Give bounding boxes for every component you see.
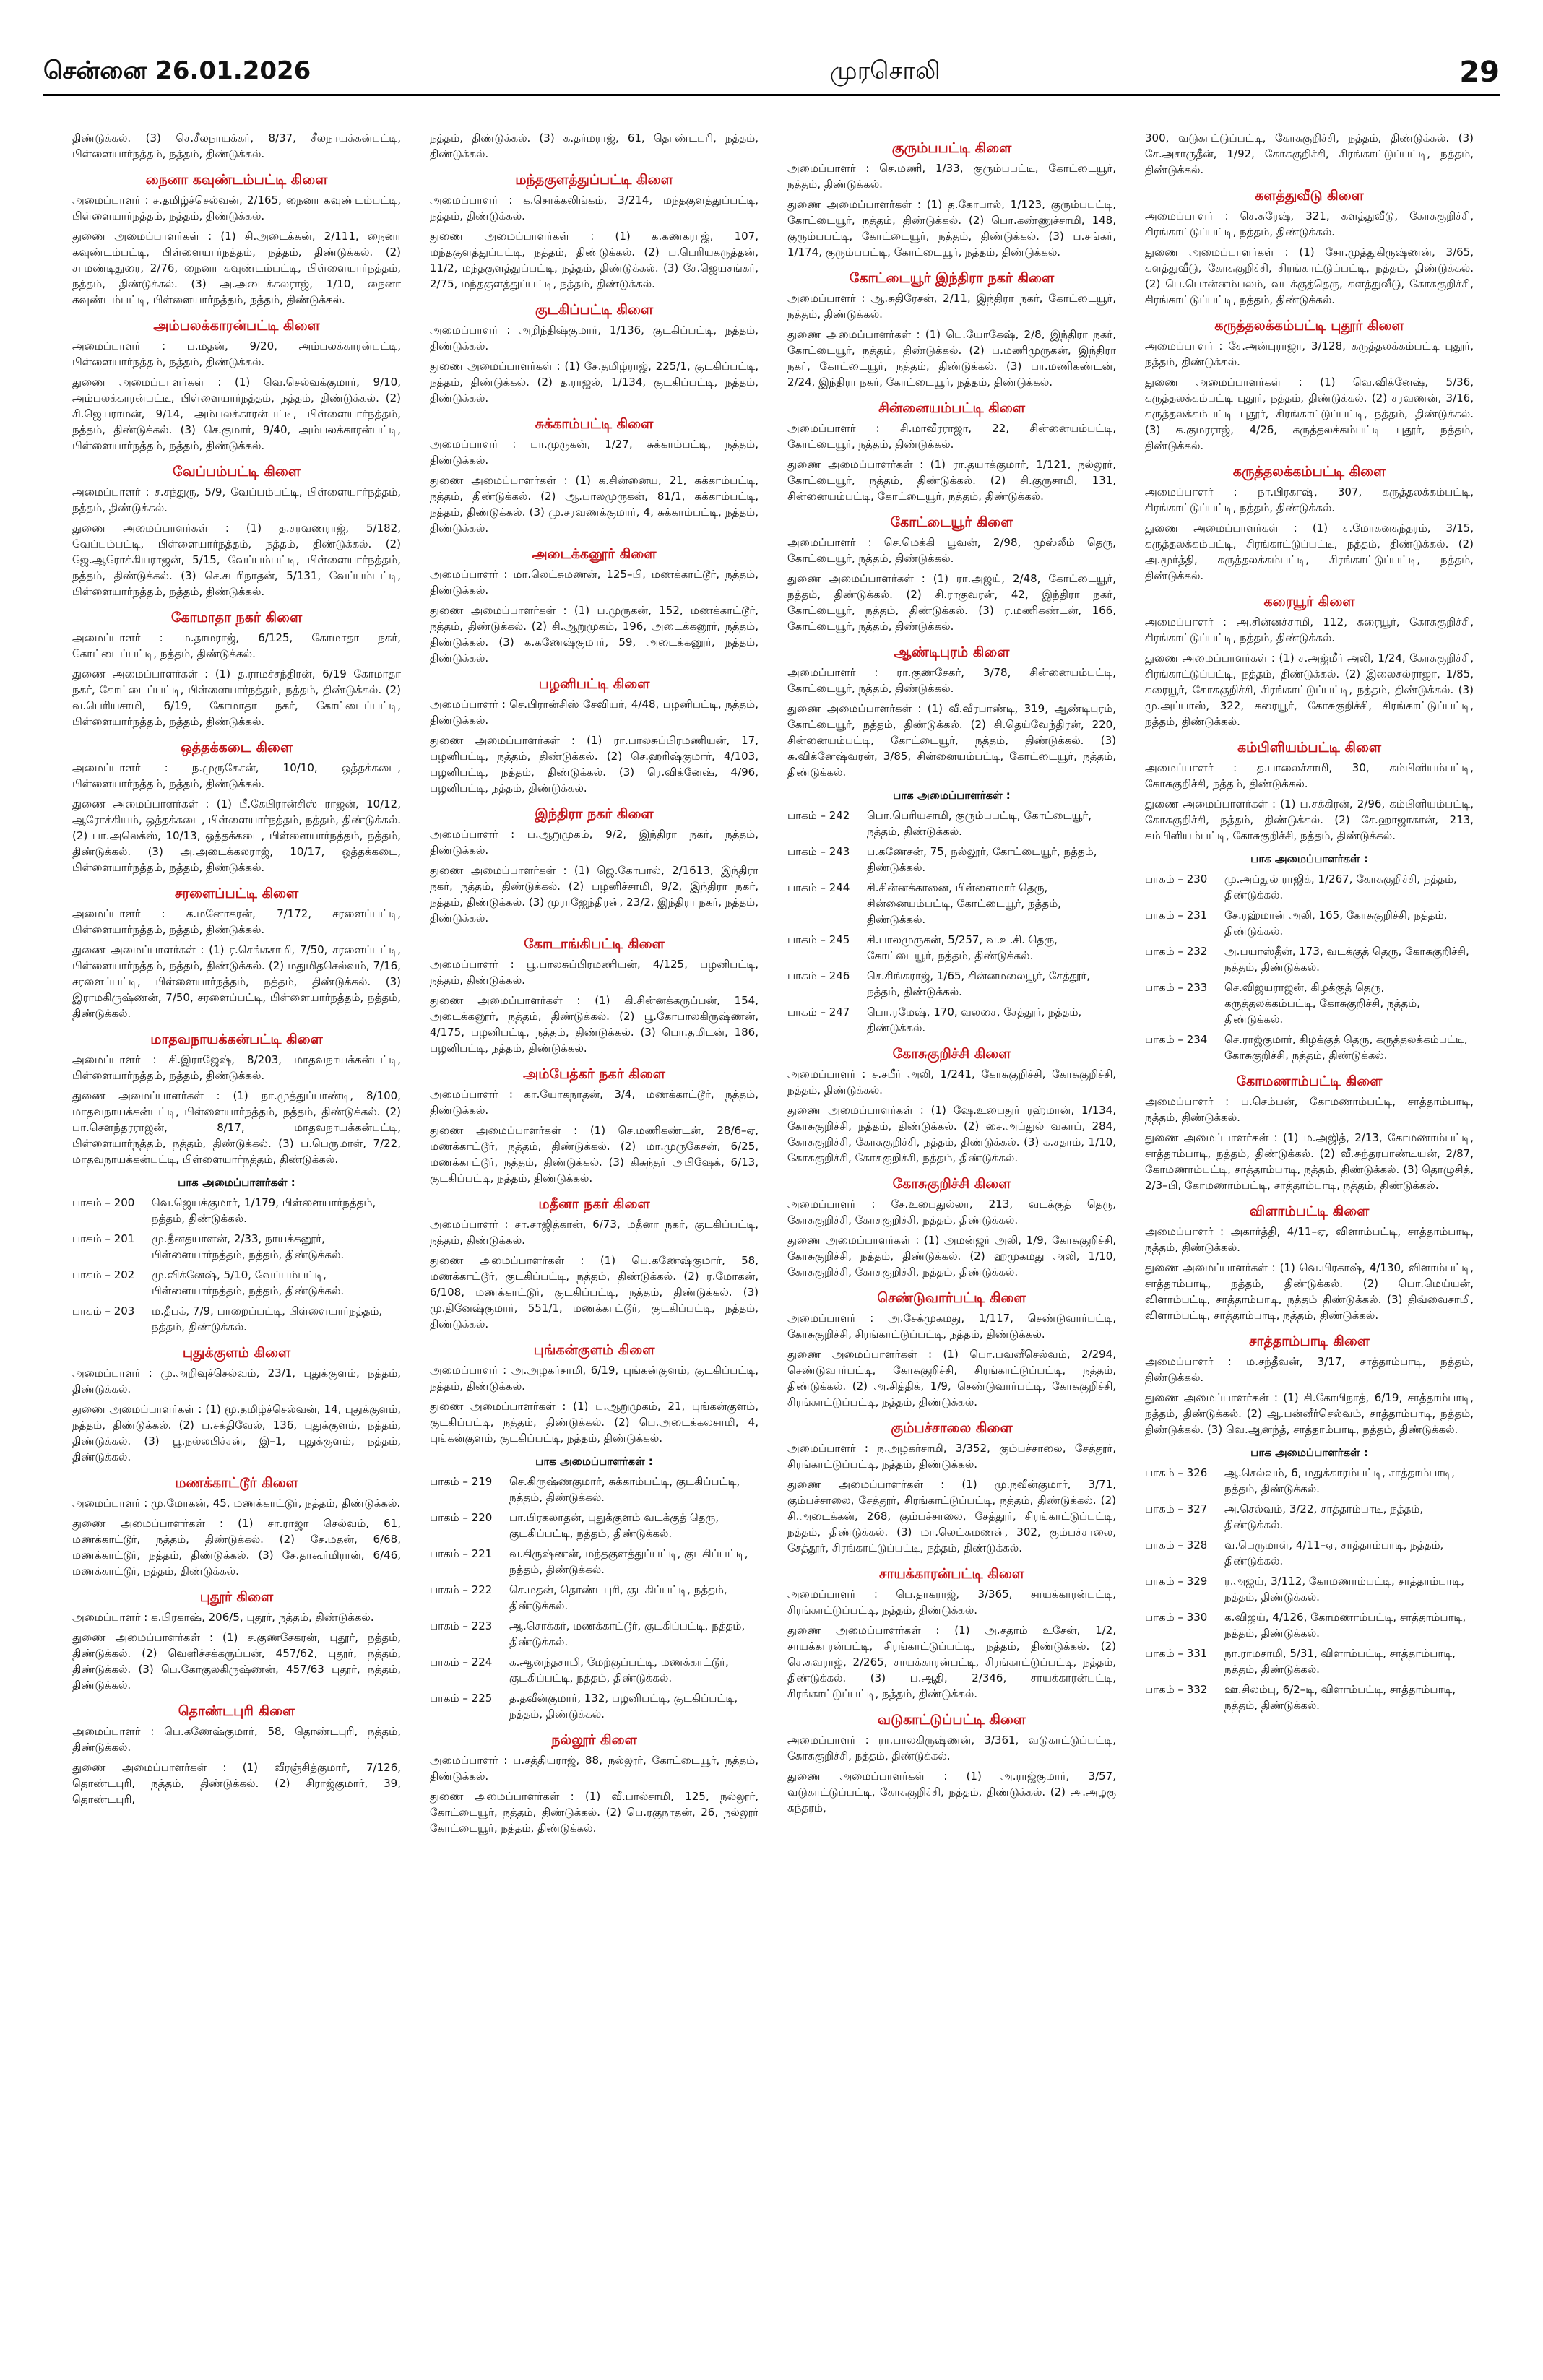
branch-section — [1145, 851, 1474, 1063]
ward-organizer: செ.விஜயராஜன், கிழக்குத் தெரு, கருத்தலக்கம்பட்டி, கோசுகுறிச்சி, நத்தம், திண்டுக்கல். — [1224, 981, 1420, 1026]
branch-heading: கோமணாம்பட்டி கிளை — [1236, 1073, 1383, 1089]
ward-row — [1145, 1609, 1474, 1641]
ward-number: பாகம் – 231 — [1145, 909, 1208, 922]
ward-number: பாகம் – 247 — [787, 1005, 850, 1018]
branch-heading: ஆண்டிபுரம் கிளை — [894, 644, 1010, 660]
ward-organizer: ஆ.சொக்கர், மணக்காட்டூர், குடகிப்பட்டி, நத்தம், திண்டுக்கல். — [509, 1619, 745, 1648]
branch-section — [72, 1703, 401, 1807]
ward-row — [430, 1654, 758, 1686]
ward-row — [1145, 943, 1474, 975]
member-paragraph: துணை அமைப்பாளர்கள் : (1) வெ.செல்வக்குமார், 9/10, அம்பலக்காரன்பட்டி, பிள்ளையார்நத்தம், நத்தம், திண்டுக்கல். (2) சி.ஜெயராமன், 9/14, அம்பலக்காரன்பட்டி, பிள்ளையார்நத்தம், நத்தம், திண்டுக்கல். (3) செ.குமார், 9/40, அம்பலக்காரன்பட்டி, பிள்ளையார்நத்தம், நத்தம், திண்டுக்கல். — [72, 376, 401, 452]
branch-heading: களத்துவீடு கிளை — [1255, 188, 1364, 204]
ward-organizer: ர.அஜய், 3/112, கோமணாம்பட்டி, சாத்தாம்பாடி, நத்தம், திண்டுக்கல். — [1224, 1575, 1464, 1604]
branch-heading: வேப்பம்பட்டி கிளை — [173, 464, 301, 480]
ward-row — [1145, 1537, 1474, 1569]
ward-number: பாகம் – 200 — [72, 1196, 135, 1209]
member-paragraph: அமைப்பாளர் : மு.அறிவுச்செல்வம், 23/1, புதுக்குளம், நத்தம், திண்டுக்கல். — [72, 1367, 401, 1395]
member-paragraph: துணை அமைப்பாளர்கள் : (1) ப.ஆறுமுகம், 21, புங்கன்குளம், குடகிப்பட்டி, நத்தம், திண்டுக்கல். (2) பெ.அடைக்கலசாமி, 4, புங்கன்குளம், குடகிப்பட்டி, நத்தம், திண்டுக்கல். — [430, 1400, 758, 1445]
member-paragraph: துணை அமைப்பாளர்கள் : (1) சே.தமிழ்ராஜ், 225/1, குடகிப்பட்டி, நத்தம், திண்டுக்கல். (2) த.ராஜல், 1/134, குடகிப்பட்டி, நத்தம், திண்டுக்கல். — [430, 360, 758, 404]
member-paragraph: துணை அமைப்பாளர்கள் : (1) ச.மோகனசுந்தரம், 3/15, கருத்தலக்கம்பட்டி, சிரங்காட்டுப்பட்டி, நத்தம், திண்டுக்கல். (2) அ.மூர்த்தி, கருத்தலக்கம்பட்டி, சிரங்காட்டுப்பட்டி, நத்தம், திண்டுக்கல். — [1145, 522, 1474, 582]
ward-organizer: ஆ.செல்வம், 6, மதுக்காரம்பட்டி, சாத்தாம்பாடி, நத்தம், திண்டுக்கல். — [1224, 1466, 1456, 1495]
ward-organizer: பா.பிரகலாதன், புதுக்குளம் வடக்குத் தெரு, குடகிப்பட்டி, நத்தம், திண்டுக்கல். — [509, 1511, 719, 1540]
ward-organizer: மு.அப்துல் ராஜிக், 1/267, கோசுகுறிச்சி, நத்தம், திண்டுக்கல். — [1224, 873, 1457, 901]
member-paragraph: அமைப்பாளர் : ரா.குணசேகர், 3/78, சின்னையம்பட்டி, கோட்டையூர், நத்தம், திண்டுக்கல். — [787, 666, 1116, 695]
branch-section — [787, 1290, 1116, 1410]
branch-section — [430, 676, 758, 796]
column-1 — [72, 130, 401, 2355]
branch-heading: தொண்டபுரி கிளை — [178, 1703, 295, 1719]
ward-organizer: சி.பாலமுருகன், 5/257, வ.உ.சி. தெரு, கோட்டையூர், நத்தம், திண்டுக்கல். — [867, 933, 1058, 962]
branch-heading: அம்பேத்கர் நகர் கிளை — [523, 1066, 665, 1082]
branch-section — [72, 318, 401, 454]
branch-section — [72, 1589, 401, 1693]
ward-row — [1145, 979, 1474, 1027]
ward-number: பாகம் – 245 — [787, 933, 850, 946]
member-paragraph: அமைப்பாளர் : ச.சபீர் அலி, 1/241, கோசுகுறிச்சி, கோசுகுறிச்சி, நத்தம், திண்டுக்கல். — [787, 1068, 1116, 1096]
branch-section — [430, 1453, 758, 1722]
member-paragraph: துணை அமைப்பாளர்கள் : (1) சோ.முத்துகிருஷ்ணன், 3/65, களத்துவீடு, கோசுகுறிச்சி, சிரங்காட்டுப்பட்டி, நத்தம், திண்டுக்கல். (2) பெ.பொன்னம்பலம், வடக்குத்தெரு, களத்துவீடு, கோசுகுறிச்சி, சிரங்காட்டுப்பட்டி, நத்தம், திண்டுக்கல். — [1145, 246, 1474, 306]
ward-number: பாகம் – 242 — [787, 809, 850, 822]
ward-organizers-heading: பாக அமைப்பாளர்கள் : — [535, 1455, 653, 1468]
ward-number: பாகம் – 224 — [430, 1656, 493, 1669]
ward-number: பாகம் – 243 — [787, 845, 850, 858]
ward-organizer: செ.கிருஷ்ணகுமார், சுக்காம்பட்டி, குடகிப்பட்டி, நத்தம், திண்டுக்கல். — [509, 1475, 740, 1504]
ward-number: பாகம் – 219 — [430, 1475, 493, 1488]
ward-organizers-heading: பாக அமைப்பாளர்கள் : — [1250, 852, 1368, 865]
member-paragraph: துணை அமைப்பாளர்கள் : (1) பொ.பவனீசெல்வம், 2/294, செண்டுவார்பட்டி, கோசுகுறிச்சி, சிரங்காட்டுப்பட்டி, நத்தம், திண்டுக்கல். (2) அ.சித்திக், 1/9, செண்டுவார்பட்டி, கோசுகுறிச்சி, சிரங்காட்டுப்பட்டி, நத்தம், திண்டுக்கல். — [787, 1348, 1116, 1408]
branch-section — [1145, 464, 1474, 584]
branch-section — [787, 1712, 1116, 1816]
ward-organizer: செ.மதன், தொண்டபுரி, குடகிப்பட்டி, நத்தம், திண்டுக்கல். — [509, 1583, 727, 1612]
ward-row — [430, 1582, 758, 1614]
member-paragraph: அமைப்பாளர் : அறிந்திஷ்குமார், 1/136, குடகிப்பட்டி, நத்தம், திண்டுக்கல். — [430, 324, 758, 352]
ward-row — [787, 968, 1116, 1000]
member-paragraph: அமைப்பாளர் : அ.அழகர்சாமி, 6/19, புங்கன்குளம், குடகிப்பட்டி, நத்தம், திண்டுக்கல். — [430, 1364, 758, 1393]
member-paragraph: அமைப்பாளர் : அ.சின்னச்சாமி, 112, கரையூர், கோசுகுறிச்சி, சிரங்காட்டுப்பட்டி, நத்தம், திண்டுக்கல். — [1145, 615, 1474, 644]
branch-section — [72, 172, 401, 308]
branch-heading: சுக்காம்பட்டி கிளை — [535, 416, 654, 432]
branch-section — [787, 1420, 1116, 1556]
branch-section — [787, 1046, 1116, 1166]
column-4 — [1145, 130, 1474, 2355]
member-paragraph: துணை அமைப்பாளர்கள் : (1) த.சரவணராஜ், 5/182, வேப்பம்பட்டி, பிள்ளையார்நத்தம், நத்தம், திண்டுக்கல். (2) ஜே.ஆரோக்கியராஜன், 5/15, வேப்பம்பட்டி, பிள்ளையார்நத்தம், நத்தம், திண்டுக்கல். (3) செ.சபரிநாதன், 5/131, வேப்பம்பட்டி, பிள்ளையார்நத்தம், நத்தம், திண்டுக்கல். — [72, 522, 401, 598]
branch-heading: செண்டுவார்பட்டி கிளை — [877, 1290, 1026, 1306]
branch-section — [1145, 1445, 1474, 1713]
ward-row — [430, 1546, 758, 1578]
branch-heading: குடகிப்பட்டி கிளை — [535, 302, 654, 318]
ward-row — [1145, 1573, 1474, 1605]
branch-heading: கும்பச்சாலை கிளை — [891, 1420, 1013, 1436]
branch-heading: புங்கன்குளம் கிளை — [533, 1342, 655, 1358]
member-paragraph: அமைப்பாளர் : செ.பிரான்சிஸ் சேவியர், 4/48, பழனிபட்டி, நத்தம், திண்டுக்கல். — [430, 698, 758, 727]
member-paragraph: துணை அமைப்பாளர்கள் : (1) அமன்ஜர் அலி, 1/9, கோசுகுறிச்சி, கோசுகுறிச்சி, நத்தம், திண்டுக்கல். (2) ஹமுகமது அலி, 1/10, கோசுகுறிச்சி, கோசுகுறிச்சி, நத்தம், திண்டுக்கல். — [787, 1234, 1116, 1278]
member-paragraph: திண்டுக்கல். (3) செ.சீலநாயக்கர், 8/37, சீலநாயக்கன்பட்டி, பிள்ளையார்நத்தம், நத்தம், திண்டுக்கல். — [72, 131, 401, 160]
member-paragraph: அமைப்பாளர் : சி.மாவீரராஜா, 22, சின்னையம்பட்டி, கோட்டையூர், நத்தம், திண்டுக்கல். — [787, 422, 1116, 451]
ward-row — [1145, 1465, 1474, 1497]
member-paragraph: அமைப்பாளர் : ம.தாமராஜ், 6/125, கோமாதா நகர், கோட்டைப்பட்டி, நத்தம், திண்டுக்கல். — [72, 631, 401, 660]
ward-organizers-heading: பாக அமைப்பாளர்கள் : — [893, 789, 1011, 802]
member-paragraph: அமைப்பாளர் : அ.சேக்முகமது, 1/117, செண்டுவார்பட்டி, கோசுகுறிச்சி, சிரங்காட்டுப்பட்டி, நத்தம், திண்டுக்கல். — [787, 1312, 1116, 1341]
member-paragraph: அமைப்பாளர் : த.பாலைச்சாமி, 30, கம்பிளியம்பட்டி, கோசுகுறிச்சி, நத்தம், திண்டுக்கல். — [1145, 761, 1474, 790]
branch-heading: விளாம்பட்டி கிளை — [1249, 1203, 1370, 1219]
member-paragraph: அமைப்பாளர் : பெ.தாகராஜ், 3/365, சாயக்காரன்பட்டி, சிரங்காட்டுப்பட்டி, நத்தம், திண்டுக்கல். — [787, 1588, 1116, 1617]
branch-heading: மாதவநாயக்கன்பட்டி கிளை — [150, 1031, 323, 1047]
member-paragraph: துணை அமைப்பாளர்கள் : (1) வீ.பால்சாமி, 125, நல்லூர், கோட்டையூர், நத்தம், திண்டுக்கல். (2) பெ.ரகுநாதன், 26, நல்லூர் கோட்டையூர், நத்தம், திண்டுக்கல். — [430, 1790, 758, 1835]
branch-heading: சாத்தாம்பாடி கிளை — [1249, 1333, 1370, 1349]
page-number: 29 — [1459, 56, 1500, 89]
branch-section — [430, 1066, 758, 1186]
ward-number: பாகம் – 326 — [1145, 1466, 1208, 1479]
branch-section — [1145, 188, 1474, 308]
ward-row — [430, 1474, 758, 1505]
branch-section — [787, 140, 1116, 260]
ward-number: பாகம் – 223 — [430, 1619, 493, 1632]
ward-row — [787, 932, 1116, 964]
member-paragraph: துணை அமைப்பாளர்கள் : (1) ஜெ.கோபால், 2/1613, இந்திரா நகர், நத்தம், திண்டுக்கல். (2) பழனிச்சாமி, 9/2, இந்திரா நகர், நத்தம், திண்டுக்கல். (3) முராஜேந்திரன், 23/2, இந்திரா நகர், நத்தம், திண்டுக்கல். — [430, 864, 758, 925]
member-paragraph: துணை அமைப்பாளர்கள் : (1) சி.கோபிநாத், 6/19, சாத்தாம்பாடி, நத்தம், திண்டுக்கல். (2) ஆ.பன்னீர்செல்வம், சாத்தாம்பாடி, நத்தம், திண்டுக்கல். (3) வெ.ஆனந்த், சாத்தாம்பாடி, நத்தம், திண்டுக்கல். — [1145, 1391, 1474, 1436]
branch-heading: மதீனா நகர் கிளை — [538, 1196, 650, 1212]
member-paragraph: அமைப்பாளர் : செ.சுரேஷ், 321, களத்துவீடு, கோசுகுறிச்சி, சிரங்காட்டுப்பட்டி, நத்தம், திண்டுக்கல். — [1145, 209, 1474, 238]
member-paragraph: அமைப்பாளர் : பெ.கணேஷ்குமார், 58, தொண்டபுரி, நத்தம், திண்டுக்கல். — [72, 1725, 401, 1754]
ward-organizer: த.தவீன்குமார், 132, பழனிபட்டி, குடகிப்பட்டி, நத்தம், திண்டுக்கல். — [509, 1692, 738, 1721]
ward-organizer: மு.தீனதயாளன், 2/33, நாயக்கனூர், பிள்ளையார்நத்தம், நத்தம், திண்டுக்கல். — [152, 1232, 345, 1261]
member-paragraph: அமைப்பாளர் : ச.சந்துரு, 5/9, வேப்பம்பட்டி, பிள்ளையார்நத்தம், நத்தம், திண்டுக்கல். — [72, 485, 401, 514]
member-paragraph: துணை அமைப்பாளர்கள் : (1) பெ.கணேஷ்குமார், 58, மணக்காட்டூர், குடகிப்பட்டி, நத்தம், திண்டுக்கல். (2) ர.மோகன், 6/108, மணக்காட்டூர், குடகிப்பட்டி, நத்தம், திண்டுக்கல். (3) மு.தினேஷ்குமார், 551/1, மணக்காட்டூர், குடகிப்பட்டி, நத்தம், திண்டுக்கல். — [430, 1254, 758, 1330]
ward-row — [430, 1510, 758, 1541]
member-paragraph: துணை அமைப்பாளர்கள் : (1) ரா.பாலசுப்பிரமணியன், 17, பழனிபட்டி, நத்தம், திண்டுக்கல். (2) செ.ஹரிஷ்குமார், 4/103, பழனிபட்டி, நத்தம், திண்டுக்கல். (3) ரெ.விக்னேஷ், 4/96, பழனிபட்டி, நத்தம், திண்டுக்கல். — [430, 734, 758, 795]
ward-organizer: ம.தீபக், 7/9, பாறைப்பட்டி, பிள்ளையார்நத்தம், நத்தம், திண்டுக்கல். — [152, 1304, 383, 1333]
column-2 — [430, 130, 758, 2355]
member-paragraph: அமைப்பாளர் : ந.அழகர்சாமி, 3/352, கும்பச்சாலை, சேத்தூர், சிரங்காட்டுப்பட்டி, நத்தம், திண்டுக்கல். — [787, 1442, 1116, 1471]
ward-number: பாகம் – 332 — [1145, 1683, 1208, 1696]
member-paragraph: 300, வடுகாட்டுப்பட்டி, கோசுகுறிச்சி, நத்தம், திண்டுக்கல். (3) சே.அசாருதீன், 1/92, கோசுகுறிச்சி, சிரங்காட்டுப்பட்டி, நத்தம், திண்டுக்கல். — [1145, 131, 1474, 176]
ward-organizer: வ.கிருஷ்ணன், மந்தகுளத்துப்பட்டி, குடகிப்பட்டி, நத்தம், திண்டுக்கல். — [509, 1547, 748, 1576]
branch-heading: சின்னையம்பட்டி கிளை — [878, 400, 1025, 416]
branch-heading: இந்திரா நகர் கிளை — [535, 806, 654, 822]
branch-heading: மணக்காட்டூர் கிளை — [175, 1475, 298, 1491]
article-columns — [72, 130, 1474, 2355]
ward-number: பாகம் – 220 — [430, 1511, 493, 1524]
branch-section — [72, 1031, 401, 1167]
branch-heading: நைனா கவுண்டம்பட்டி கிளை — [145, 172, 328, 188]
member-paragraph: அமைப்பாளர் : கா.யோகநாதன், 3/4, மணக்காட்டூர், நத்தம், திண்டுக்கல். — [430, 1088, 758, 1117]
member-paragraph: அமைப்பாளர் : க.சொக்கலிங்கம், 3/214, மந்தகுளத்துப்பட்டி, நத்தம், திண்டுக்கல். — [430, 194, 758, 222]
member-paragraph: அமைப்பாளர் : ப.மதன், 9/20, அம்பலக்காரன்பட்டி, பிள்ளையார்நத்தம், நத்தம், திண்டுக்கல். — [72, 339, 401, 368]
branch-heading: அம்பலக்காரன்பட்டி கிளை — [153, 318, 320, 334]
member-paragraph: அமைப்பாளர் : நா.பிரகாஷ், 307, கருத்தலக்கம்பட்டி, சிரங்காட்டுப்பட்டி, நத்தம், திண்டுக்கல். — [1145, 485, 1474, 514]
branch-section — [1145, 130, 1474, 178]
branch-section — [430, 1196, 758, 1332]
member-paragraph: துணை அமைப்பாளர்கள் : (1) மு.நவீன்குமார், 3/71, கும்பச்சாலை, சேத்தூர், சிரங்காட்டுப்பட்டி, நத்தம், திண்டுக்கல். (2) சி.அடைக்கன், 268, கும்பச்சாலை, சேத்தூர், சிரங்காட்டுப்பட்டி, நத்தம், திண்டுக்கல். (3) மா.லெட்சுமணன், 302, கும்பச்சாலை, சேத்தூர், சிரங்காட்டுப்பட்டி, நத்தம், திண்டுக்கல். — [787, 1478, 1116, 1554]
ward-organizer: வ.பெருமாள், 4/11–ஏ, சாத்தாம்பாடி, நத்தம், திண்டுக்கல். — [1224, 1539, 1444, 1567]
member-paragraph: அமைப்பாளர் : சி.இராஜேஷ், 8/203, மாதவநாயக்கன்பட்டி, பிள்ளையார்நத்தம், நத்தம், திண்டுக்கல். — [72, 1053, 401, 1082]
ward-number: பாகம் – 331 — [1145, 1647, 1208, 1660]
member-paragraph: அமைப்பாளர் : க.மனோகரன், 7/172, சரளைப்பட்டி, பிள்ளையார்நத்தம், நத்தம், திண்டுக்கல். — [72, 907, 401, 936]
ward-row — [72, 1267, 401, 1299]
member-paragraph: நத்தம், திண்டுக்கல். (3) க.தர்மராஜ், 61, தொண்டபுரி, நத்தம், திண்டுக்கல். — [430, 131, 758, 160]
ward-number: பாகம் – 233 — [1145, 981, 1208, 994]
branch-heading: புதுக்குளம் கிளை — [182, 1345, 291, 1361]
ward-row — [787, 1004, 1116, 1036]
branch-heading: நல்லூர் கிளை — [551, 1732, 637, 1748]
ward-row — [787, 844, 1116, 875]
ward-organizer: அ.செல்வம், 3/22, சாத்தாம்பாடி, நத்தம், திண்டுக்கல். — [1224, 1502, 1424, 1531]
ward-number: பாகம் – 246 — [787, 969, 850, 982]
ward-number: பாகம் – 328 — [1145, 1539, 1208, 1552]
member-paragraph: அமைப்பாளர் : செ.மெக்கி பூவன், 2/98, முஸ்லீம் தெரு, கோட்டையூர், நத்தம், திண்டுக்கல். — [787, 536, 1116, 565]
ward-number: பாகம் – 202 — [72, 1268, 135, 1281]
branch-section — [430, 806, 758, 926]
member-paragraph: துணை அமைப்பாளர்கள் : (1) நா.முத்துப்பாண்டி, 8/100, மாதவநாயக்கன்பட்டி, பிள்ளையார்நத்தம், நத்தம், திண்டுக்கல். (2) பா.செளந்தரராஜன், 8/17, மாதவநாயக்கன்பட்டி, பிள்ளையார்நத்தம், நத்தம், திண்டுக்கல். (3) ப.பெருமாள், 7/22, மாதவநாயக்கன்பட்டி, பிள்ளையார்நத்தம், திண்டுக்கல். — [72, 1089, 401, 1166]
member-paragraph: துணை அமைப்பாளர்கள் : (1) அ.சதாம் உசேன், 1/2, சாயக்காரன்பட்டி, சிரங்காட்டுப்பட்டி, நத்தம், திண்டுக்கல். (2) செ.சுவராஜ், 2/265, சாயக்காரன்பட்டி, சிரங்காட்டுப்பட்டி, நத்தம், திண்டுக்கல். (3) ப.ஆதி, 2/346, சாயக்காரன்பட்டி, சிரங்காட்டுப்பட்டி, நத்தம், திண்டுக்கல். — [787, 1624, 1116, 1700]
branch-heading: சாயக்காரன்பட்டி கிளை — [879, 1566, 1024, 1582]
branch-heading: மந்தகுளத்துப்பட்டி கிளை — [515, 172, 673, 188]
ward-number: பாகம் – 201 — [72, 1232, 135, 1245]
branch-heading: சரளைப்பட்டி கிளை — [174, 886, 299, 901]
member-paragraph: அமைப்பாளர் : ப.செம்பன், கோமணாம்பட்டி, சாத்தாம்பாடி, நத்தம், திண்டுக்கல். — [1145, 1095, 1474, 1124]
member-paragraph: அமைப்பாளர் : பா.முருகன், 1/27, சுக்காம்பட்டி, நத்தம், திண்டுக்கல். — [430, 438, 758, 467]
member-paragraph: அமைப்பாளர் : சா.சாஜித்கான், 6/73, மதீனா நகர், குடகிப்பட்டி, நத்தம், திண்டுக்கல். — [430, 1218, 758, 1247]
ward-organizer: க.விஜய், 4/126, கோமணாம்பட்டி, சாத்தாம்பாடி, நத்தம், திண்டுக்கல். — [1224, 1611, 1466, 1640]
ward-row — [1145, 1501, 1474, 1533]
member-paragraph: துணை அமைப்பாளர்கள் : (1) சா.ராஜா செல்வம், 61, மணக்காட்டூர், நத்தம், திண்டுக்கல். (2) சே.மதன், 6/68, மணக்காட்டூர், நத்தம், திண்டுக்கல். (3) சே.தாகூர்மிரான், 6/46, மணக்காட்டூர், நத்தம், திண்டுக்கல். — [72, 1517, 401, 1578]
branch-heading: கோடாங்கிபட்டி கிளை — [524, 936, 665, 952]
member-paragraph: அமைப்பாளர் : மா.லெட்சுமணன், 125–பி, மணக்காட்டூர், நத்தம், திண்டுக்கல். — [430, 568, 758, 597]
ward-organizer: மு.விக்னேஷ், 5/10, வேப்பம்பட்டி, பிள்ளையார்நத்தம், நத்தம், திண்டுக்கல். — [152, 1268, 345, 1297]
member-paragraph: துணை அமைப்பாளர்கள் : (1) ஷே.உபைதுர் ரஹ்மான், 1/134, கோசுகுறிச்சி, நத்தம், திண்டுக்கல். (2) சை.அப்துல் வகாப், 284, கோசுகுறிச்சி, கோசுகுறிச்சி, நத்தம், திண்டுக்கல். (3) க.சதாம், 1/10, கோசுகுறிச்சி, கோசுகுறிச்சி, நத்தம், திண்டுக்கல். — [787, 1104, 1116, 1164]
branch-section — [430, 302, 758, 406]
branch-section — [1145, 1203, 1474, 1323]
ward-organizer: வெ.ஜெயக்குமார், 1/179, பிள்ளையார்நத்தம், நத்தம், திண்டுக்கல். — [152, 1196, 376, 1225]
member-paragraph: துணை அமைப்பாளர்கள் : (1) ப.சக்கிரன், 2/96, கம்பிளியம்பட்டி, கோசுகுறிச்சி, நத்தம், திண்டுக்கல். (2) சே.ஹாஜாகான், 213, கம்பிளியம்பட்டி, கோசுகுறிச்சி, நத்தம், திண்டுக்கல். — [1145, 797, 1474, 842]
branch-heading: கோமாதா நகர் கிளை — [170, 610, 303, 626]
branch-heading: கோசுகுறிச்சி கிளை — [892, 1176, 1011, 1192]
branch-heading: ஒத்தக்கடை கிளை — [180, 740, 293, 756]
branch-section — [1145, 1333, 1474, 1437]
ward-row — [72, 1231, 401, 1263]
branch-section — [72, 1345, 401, 1465]
ward-organizer: செ.சிங்கராஜ், 1/65, சின்னமலையூர், சேத்தூர், நத்தம், திண்டுக்கல். — [867, 969, 1091, 998]
member-paragraph: அமைப்பாளர் : மு.மோகன், 45, மணக்காட்டூர், நத்தம், திண்டுக்கல். — [72, 1497, 401, 1510]
newspaper-name: முரசொலி — [829, 56, 941, 85]
member-paragraph: அமைப்பாளர் : பூ.பாலசுப்பிரமணியன், 4/125, பழனிபட்டி, நத்தம், திண்டுக்கல். — [430, 958, 758, 987]
member-paragraph: அமைப்பாளர் : செ.மணி, 1/33, குரும்பபட்டி, கோட்டையூர், நத்தம், திண்டுக்கல். — [787, 162, 1116, 191]
branch-heading: வடுகாட்டுப்பட்டி கிளை — [877, 1712, 1026, 1728]
member-paragraph: துணை அமைப்பாளர்கள் : (1) ம.அஜித், 2/13, கோமணாம்பட்டி, சாத்தாம்பாடி, நத்தம், திண்டுக்கல். (2) வீ.சுந்தரபாண்டியன், 2/87, கோமணாம்பட்டி, சாத்தாம்பாடி, நத்தம், திண்டுக்கல். (3) தொழுசித், 2/3–பி, கோமணாம்பட்டி, சாத்தாம்பாடி, நத்தம், திண்டுக்கல். — [1145, 1131, 1474, 1192]
branch-heading: கோட்டையூர் இந்திரா நகர் கிளை — [849, 270, 1055, 286]
member-paragraph: துணை அமைப்பாளர்கள் : (1) வெ.விக்னேஷ், 5/36, கருத்தலக்கம்பட்டி புதூர், நத்தம், திண்டுக்கல். (2) சரவணன், 3/16, கருத்தலக்கம்பட்டி புதூர், சிரங்காட்டுப்பட்டி, நத்தம், திண்டுக்கல். (3) க.குமரராஜ், 4/26, கருத்தலக்கம்பட்டி புதூர், நத்தம், திண்டுக்கல். — [1145, 376, 1474, 452]
ward-organizer: அ.பயாஸ்தீன், 173, வடக்குத் தெரு, கோசுகுறிச்சி, நத்தம், திண்டுக்கல். — [1224, 945, 1469, 974]
member-paragraph: துணை அமைப்பாளர்கள் : (1) ச.அஜ்மீர் அலி, 1/24, கோசுகுறிச்சி, சிரங்காட்டுப்பட்டி, நத்தம், திண்டுக்கல். (2) இலைசல்ராஜா, 1/85, கரையூர், கோசுகுறிச்சி, சிரங்காட்டுப்பட்டி, நத்தம், திண்டுக்கல். (3) மு.அப்பாஸ், 322, கரையூர், கோசுகுறிச்சி, சிரங்காட்டுப்பட்டி, நத்தம், திண்டுக்கல். — [1145, 652, 1474, 728]
ward-organizer: சி.சின்னக்கானை, பிள்ளைமார் தெரு, சின்னையம்பட்டி, கோட்டையூர், நத்தம், திண்டுக்கல். — [867, 881, 1061, 926]
member-paragraph: துணை அமைப்பாளர்கள் : (1) ரா.அஜய், 2/48, கோட்டையூர், நத்தம், திண்டுக்கல். (2) சி.ராகுவரன், 42, இந்திரா நகர், கோட்டையூர், நத்தம், திண்டுக்கல். (3) ர.மணிகண்டன், 166, கோட்டையூர், நத்தம், திண்டுக்கல். — [787, 572, 1116, 633]
member-paragraph: துணை அமைப்பாளர்கள் : (1) அ.ராஜ்குமார், 3/57, வடுகாட்டுப்பட்டி, கோசுகுறிச்சி, நத்தம், திண்டுக்கல். (2) அ.அழகு சுந்தரம், — [787, 1770, 1116, 1814]
ward-number: பாகம் – 230 — [1145, 873, 1208, 886]
branch-section — [1145, 1073, 1474, 1193]
ward-number: பாகம் – 232 — [1145, 945, 1208, 958]
branch-section — [430, 416, 758, 536]
branch-section — [1145, 318, 1474, 454]
member-paragraph: துணை அமைப்பாளர்கள் : (1) க.கணகராஜ், 107, மந்தகுளத்துப்பட்டி, நத்தம், திண்டுக்கல். (2) ப.பெரியகருத்தன், 11/2, மந்தகுளத்துப்பட்டி, நத்தம், திண்டுக்கல். (3) சே.ஜெயசங்கர், 2/75, மந்தகுளத்துப்பட்டி, நத்தம், திண்டுக்கல். — [430, 230, 758, 290]
ward-number: பாகம் – 221 — [430, 1547, 493, 1560]
branch-heading: கோட்டையூர் கிளை — [890, 514, 1013, 530]
branch-section — [787, 1176, 1116, 1280]
member-paragraph: துணை அமைப்பாளர்கள் : (1) பெ.யோகேஷ், 2/8, இந்திரா நகர், கோட்டையூர், நத்தம், திண்டுக்கல். (2) ப.மணிமுருகன், இந்திரா நகர், கோட்டையூர், நத்தம், திண்டுக்கல். (3) பா.மணிகண்டன், 2/24, இந்திரா நகர், கோட்டையூர், நத்தம், திண்டுக்கல். — [787, 328, 1116, 389]
ward-number: பாகம் – 234 — [1145, 1033, 1208, 1046]
masthead — [43, 51, 1500, 96]
branch-heading: கருத்தலக்கம்பட்டி கிளை — [1232, 464, 1386, 480]
member-paragraph: அமைப்பாளர் : அகார்த்தி, 4/11–ஏ, விளாம்பட்டி, சாத்தாம்பாடி, நத்தம், திண்டுக்கல். — [1145, 1225, 1474, 1254]
ward-row — [787, 880, 1116, 927]
branch-section — [787, 514, 1116, 634]
member-paragraph: அமைப்பாளர் : சே.அன்புராஜா, 3/128, கருத்தலக்கம்பட்டி புதூர், நத்தம், திண்டுக்கல். — [1145, 339, 1474, 368]
ward-row — [1145, 871, 1474, 903]
ward-row — [787, 808, 1116, 839]
branch-heading: புதூர் கிளை — [199, 1589, 274, 1605]
ward-row — [72, 1303, 401, 1335]
branch-section — [430, 130, 758, 162]
member-paragraph: துணை அமைப்பாளர்கள் : (1) வீரஞ்சித்குமார், 7/126, தொண்டபுரி, நத்தம், திண்டுக்கல். (2) சிராஜ்குமார், 39, தொண்டபுரி, — [72, 1761, 401, 1806]
ward-row — [1145, 1682, 1474, 1713]
branch-section — [72, 1475, 401, 1579]
member-paragraph: அமைப்பாளர் : க.பிரகாஷ், 206/5, புதூர், நத்தம், திண்டுக்கல். — [72, 1611, 374, 1624]
ward-organizer: சே.ரஹ்மான் அலி, 165, கோசுகுறிச்சி, நத்தம், திண்டுக்கல். — [1224, 909, 1448, 938]
branch-section — [787, 787, 1116, 1036]
column-3 — [787, 130, 1116, 2355]
ward-organizers-heading: பாக அமைப்பாளர்கள் : — [178, 1176, 295, 1189]
branch-section — [430, 936, 758, 1056]
member-paragraph: துணை அமைப்பாளர்கள் : (1) வெ.பிரகாஷ், 4/130, விளாம்பட்டி, சாத்தாம்பாடி, நத்தம், திண்டுக்கல். (2) பொ.மெய்யன், விளாம்பட்டி, சாத்தாம்பாடி, நத்தம் திண்டுக்கல். (3) திவ்வைசாமி, விளாம்பட்டி, சாத்தாம்பாடி, நத்தம், திண்டுக்கல். — [1145, 1261, 1474, 1322]
member-paragraph: துணை அமைப்பாளர்கள் : (1) க.சின்னைய, 21, சுக்காம்பட்டி, நத்தம், திண்டுக்கல். (2) ஆ.பாலமுருகன், 81/1, சுக்காம்பட்டி, நத்தம், திண்டுக்கல். (3) மு.சரவணக்குமார், 4, சுக்காம்பட்டி, நத்தம், திண்டுக்கல். — [430, 474, 758, 535]
branch-heading: அடைக்கனூர் கிளை — [532, 546, 657, 562]
branch-heading: கம்பிளியம்பட்டி கிளை — [1237, 740, 1382, 756]
ward-row — [1145, 1031, 1474, 1063]
branch-section — [72, 130, 401, 162]
ward-number: பாகம் – 327 — [1145, 1502, 1208, 1515]
member-paragraph: துணை அமைப்பாளர்கள் : (1) ப.முருகன், 152, மணக்காட்டூர், நத்தம், திண்டுக்கல். (2) சி.ஆறுமுகம், 196, அடைக்கனூர், நத்தம், திண்டுக்கல். (3) க.கணேஷ்குமார், 59, அடைக்கனூர், நத்தம், திண்டுக்கல். — [430, 604, 758, 665]
member-paragraph: துணை அமைப்பாளர்கள் : (1) சி.அடைக்கன், 2/111, நைனா கவுண்டம்பட்டி, பிள்ளையார்நத்தம், நத்தம், திண்டுக்கல். (2) சாமண்டிதுரை, 2/76, நைனா கவுண்டம்பட்டி, பிள்ளையார்நத்தம், நத்தம், திண்டுக்கல். (3) அ.அடைக்கலராஜ், 1/10, நைனா கவுண்டம்பட்டி, பிள்ளையார்நத்தம், நத்தம், திண்டுக்கல். — [72, 230, 401, 306]
member-paragraph: அமைப்பாளர் : ப.ஆறுமுகம், 9/2, இந்திரா நகர், நத்தம், திண்டுக்கல். — [430, 828, 758, 857]
ward-organizer: பொ.ரமேஷ், 170, வலசை, சேத்தூர், நத்தம், திண்டுக்கல். — [867, 1005, 1082, 1034]
branch-section — [430, 172, 758, 292]
branch-heading: கரையூர் கிளை — [1263, 594, 1355, 610]
branch-section — [787, 400, 1116, 504]
ward-organizer: பொ.பெரியசாமி, குரும்பபட்டி, கோட்டையூர், நத்தம், திண்டுக்கல். — [867, 809, 1092, 838]
member-paragraph: துணை அமைப்பாளர்கள் : (1) கி.சின்னக்கருப்பன், 154, அடைக்கனூர், நத்தம், திண்டுக்கல். (2) பூ.கோபாலகிருஷ்ணன், 4/175, பழனிபட்டி, நத்தம், திண்டுக்கல். (3) பொ.தமிடன், 186, பழனிபட்டி, நத்தம், திண்டுக்கல். — [430, 994, 758, 1055]
ward-row — [1145, 1645, 1474, 1677]
branch-section — [72, 886, 401, 1021]
member-paragraph: அமைப்பாளர் : ம.சந்தீவன், 3/17, சாத்தாம்பாடி, நத்தம், திண்டுக்கல். — [1145, 1355, 1474, 1384]
member-paragraph: அமைப்பாளர் : ரா.பாலகிருஷ்ணன், 3/361, வடுகாட்டுப்பட்டி, கோசுகுறிச்சி, நத்தம், திண்டுக்கல். — [787, 1734, 1116, 1762]
ward-organizer: க.ஆனந்தசாமி, மேற்குப்பட்டி, மணக்காட்டூர், குடகிப்பட்டி, நத்தம், திண்டுக்கல். — [509, 1656, 729, 1684]
ward-number: பாகம் – 222 — [430, 1583, 493, 1596]
member-paragraph: துணை அமைப்பாளர்கள் : (1) மூ.தமிழ்ச்செல்வன், 14, புதுக்குளம், நத்தம், திண்டுக்கல். (2) ப.சக்திவேல், 136, புதுக்குளம், நத்தம், திண்டுக்கல். (3) பூ.நல்லபிச்சன், இ–1, புதுக்குளம், நத்தம், திண்டுக்கல். — [72, 1403, 401, 1463]
branch-section — [1145, 740, 1474, 844]
ward-row — [430, 1618, 758, 1650]
member-paragraph: அமைப்பாளர் : ஆ.சுதிரேசன், 2/11, இந்திரா நகர், கோட்டையூர், நத்தம், திண்டுக்கல். — [787, 292, 1116, 321]
branch-section — [430, 1732, 758, 1836]
member-paragraph: துணை அமைப்பாளர்கள் : (1) த.கோபால், 1/123, குரும்பபட்டி, கோட்டையூர், நத்தம், திண்டுக்கல். (2) பொ.கண்ணுச்சாமி, 148, குரும்பபட்டி, கோட்டையூர், நத்தம், திண்டுக்கல். (3) ப.சங்கர், 1/174, குரும்பபட்டி, கோட்டையூர், நத்தம், திண்டுக்கல். — [787, 198, 1116, 259]
branch-section — [787, 270, 1116, 390]
branch-heading: குரும்பபட்டி கிளை — [891, 140, 1012, 156]
ward-number: பாகம் – 244 — [787, 881, 850, 894]
page-date: சென்னை 26.01.2026 — [43, 56, 311, 85]
ward-organizer: செ.ராஜ்குமார், கிழக்குத் தெரு, கருத்தலக்கம்பட்டி, கோசுகுறிச்சி, நத்தம், திண்டுக்கல். — [1224, 1033, 1468, 1062]
ward-organizer: நா.ராமசாமி, 5/31, விளாம்பட்டி, சாத்தாம்பாடி, நத்தம், திண்டுக்கல். — [1224, 1647, 1456, 1676]
branch-section — [72, 740, 401, 875]
ward-row — [72, 1195, 401, 1226]
member-paragraph: துணை அமைப்பாளர்கள் : (1) வீ.வீரபாண்டி, 319, ஆண்டிபுரம், கோட்டையூர், நத்தம், திண்டுக்கல். (2) சி.தெய்வேந்திரன், 220, சின்னையம்பட்டி, கோட்டையூர், நத்தம், திண்டுக்கல். (3) சு.விக்னேஷ்வரன், 3/85, சின்னையம்பட்டி, கோட்டையூர், நத்தம், திண்டுக்கல். — [787, 702, 1116, 779]
ward-number: பாகம் – 203 — [72, 1304, 135, 1317]
member-paragraph: அமைப்பாளர் : ப.சத்தியராஜ், 88, நல்லூர், கோட்டையூர், நத்தம், திண்டுக்கல். — [430, 1754, 758, 1783]
branch-section — [72, 1174, 401, 1335]
branch-section — [787, 644, 1116, 780]
branch-heading: பழனிபட்டி கிளை — [538, 676, 650, 692]
member-paragraph: துணை அமைப்பாளர்கள் : (1) செ.மணிகண்டன், 28/6–ஏ, மணக்காட்டூர், நத்தம், திண்டுக்கல். (2) மா.முருகேசன், 6/25, மணக்காட்டூர், நத்தம், திண்டுக்கல். (3) கிசுந்தர் அபிஷேக், 6/13, குடகிப்பட்டி, நத்தம், திண்டுக்கல். — [430, 1124, 758, 1185]
ward-number: பாகம் – 330 — [1145, 1611, 1208, 1624]
branch-heading: கோசுகுறிச்சி கிளை — [892, 1046, 1011, 1062]
branch-section — [72, 464, 401, 600]
ward-organizer: ப.கணேசன், 75, நல்லூர், கோட்டையூர், நத்தம், திண்டுக்கல். — [867, 845, 1097, 874]
member-paragraph: துணை அமைப்பாளர்கள் : (1) த.ராமச்சந்திரன், 6/19 கோமாதா நகர், கோட்டைப்பட்டி, பிள்ளையார்நத்தம், நத்தம், திண்டுக்கல். (2) வ.பெரியசாமி, 6/19, கோமாதா நகர், கோட்டைப்பட்டி, பிள்ளையார்நத்தம், நத்தம், திண்டுக்கல். — [72, 667, 401, 728]
member-paragraph: அமைப்பாளர் : சே.உபைதுல்லா, 213, வடக்குத் தெரு, கோசுகுறிச்சி, கோசுகுறிச்சி, நத்தம், திண்டுக்கல். — [787, 1198, 1116, 1226]
branch-section — [430, 1342, 758, 1446]
member-paragraph: அமைப்பாளர் : ச.தமிழ்ச்செல்வன், 2/165, நைனா கவுண்டம்பட்டி, பிள்ளையார்நத்தம், நத்தம், திண்டுக்கல். — [72, 194, 401, 222]
member-paragraph: துணை அமைப்பாளர்கள் : (1) ரா.தயாக்குமார், 1/121, நல்லூர், கோட்டையூர், நத்தம், திண்டுக்கல். (2) சி.குருசாமி, 131, சின்னையம்பட்டி, கோட்டையூர், நத்தம், திண்டுக்கல். — [787, 458, 1116, 503]
ward-organizer: ஊ.சிலம்பு, 6/2–டி, விளாம்பட்டி, சாத்தாம்பாடி, நத்தம், திண்டுக்கல். — [1224, 1683, 1456, 1712]
ward-number: பாகம் – 329 — [1145, 1575, 1208, 1588]
member-paragraph: துணை அமைப்பாளர்கள் : (1) ச.குணசேகரன், புதூர், நத்தம், திண்டுக்கல். (2) வெளிச்சக்கருப்பன், 457/62, புதூர், நத்தம், திண்டுக்கல். (3) பெ.கோகுலகிருஷ்ணன், 457/63 புதூர், நத்தம், திண்டுக்கல். — [72, 1631, 401, 1692]
ward-number: பாகம் – 225 — [430, 1692, 493, 1705]
ward-organizers-heading: பாக அமைப்பாளர்கள் : — [1250, 1446, 1368, 1459]
ward-row — [1145, 907, 1474, 939]
member-paragraph: துணை அமைப்பாளர்கள் : (1) ர.செங்கசாமி, 7/50, சரளைப்பட்டி, பிள்ளையார்நத்தம், நத்தம், திண்டுக்கல். (2) மதுமிதசெல்வம், 7/16, சரளைப்பட்டி, பிள்ளையார்நத்தம், நத்தம், திண்டுக்கல். (3) இராமகிருஷ்ணன், 7/50, சரளைப்பட்டி, பிள்ளையார்நத்தம், நத்தம், திண்டுக்கல். — [72, 943, 401, 1020]
branch-section — [787, 1566, 1116, 1702]
branch-section — [72, 610, 401, 730]
branch-heading: கருத்தலக்கம்பட்டி புதூர் கிளை — [1214, 318, 1404, 334]
member-paragraph: துணை அமைப்பாளர்கள் : (1) பீ.கேபிரான்சிஸ் ராஜன், 10/12, ஆரோக்கியம், ஒத்தக்கடை, பிள்ளையார்நத்தம், நத்தம், திண்டுக்கல். (2) பா.அலெக்ஸ், 10/13, ஒத்தக்கடை, பிள்ளையார்நத்தம், நத்தம், திண்டுக்கல். (3) அ.அடைக்கலராஜ், 10/17, ஒத்தக்கடை, பிள்ளையார்நத்தம், நத்தம், திண்டுக்கல். — [72, 797, 401, 874]
ward-row — [430, 1690, 758, 1722]
branch-section — [1145, 594, 1474, 730]
member-paragraph: அமைப்பாளர் : ந.முருகேசன், 10/10, ஒத்தக்கடை, பிள்ளையார்நத்தம், நத்தம், திண்டுக்கல். — [72, 761, 401, 790]
branch-section — [430, 546, 758, 666]
